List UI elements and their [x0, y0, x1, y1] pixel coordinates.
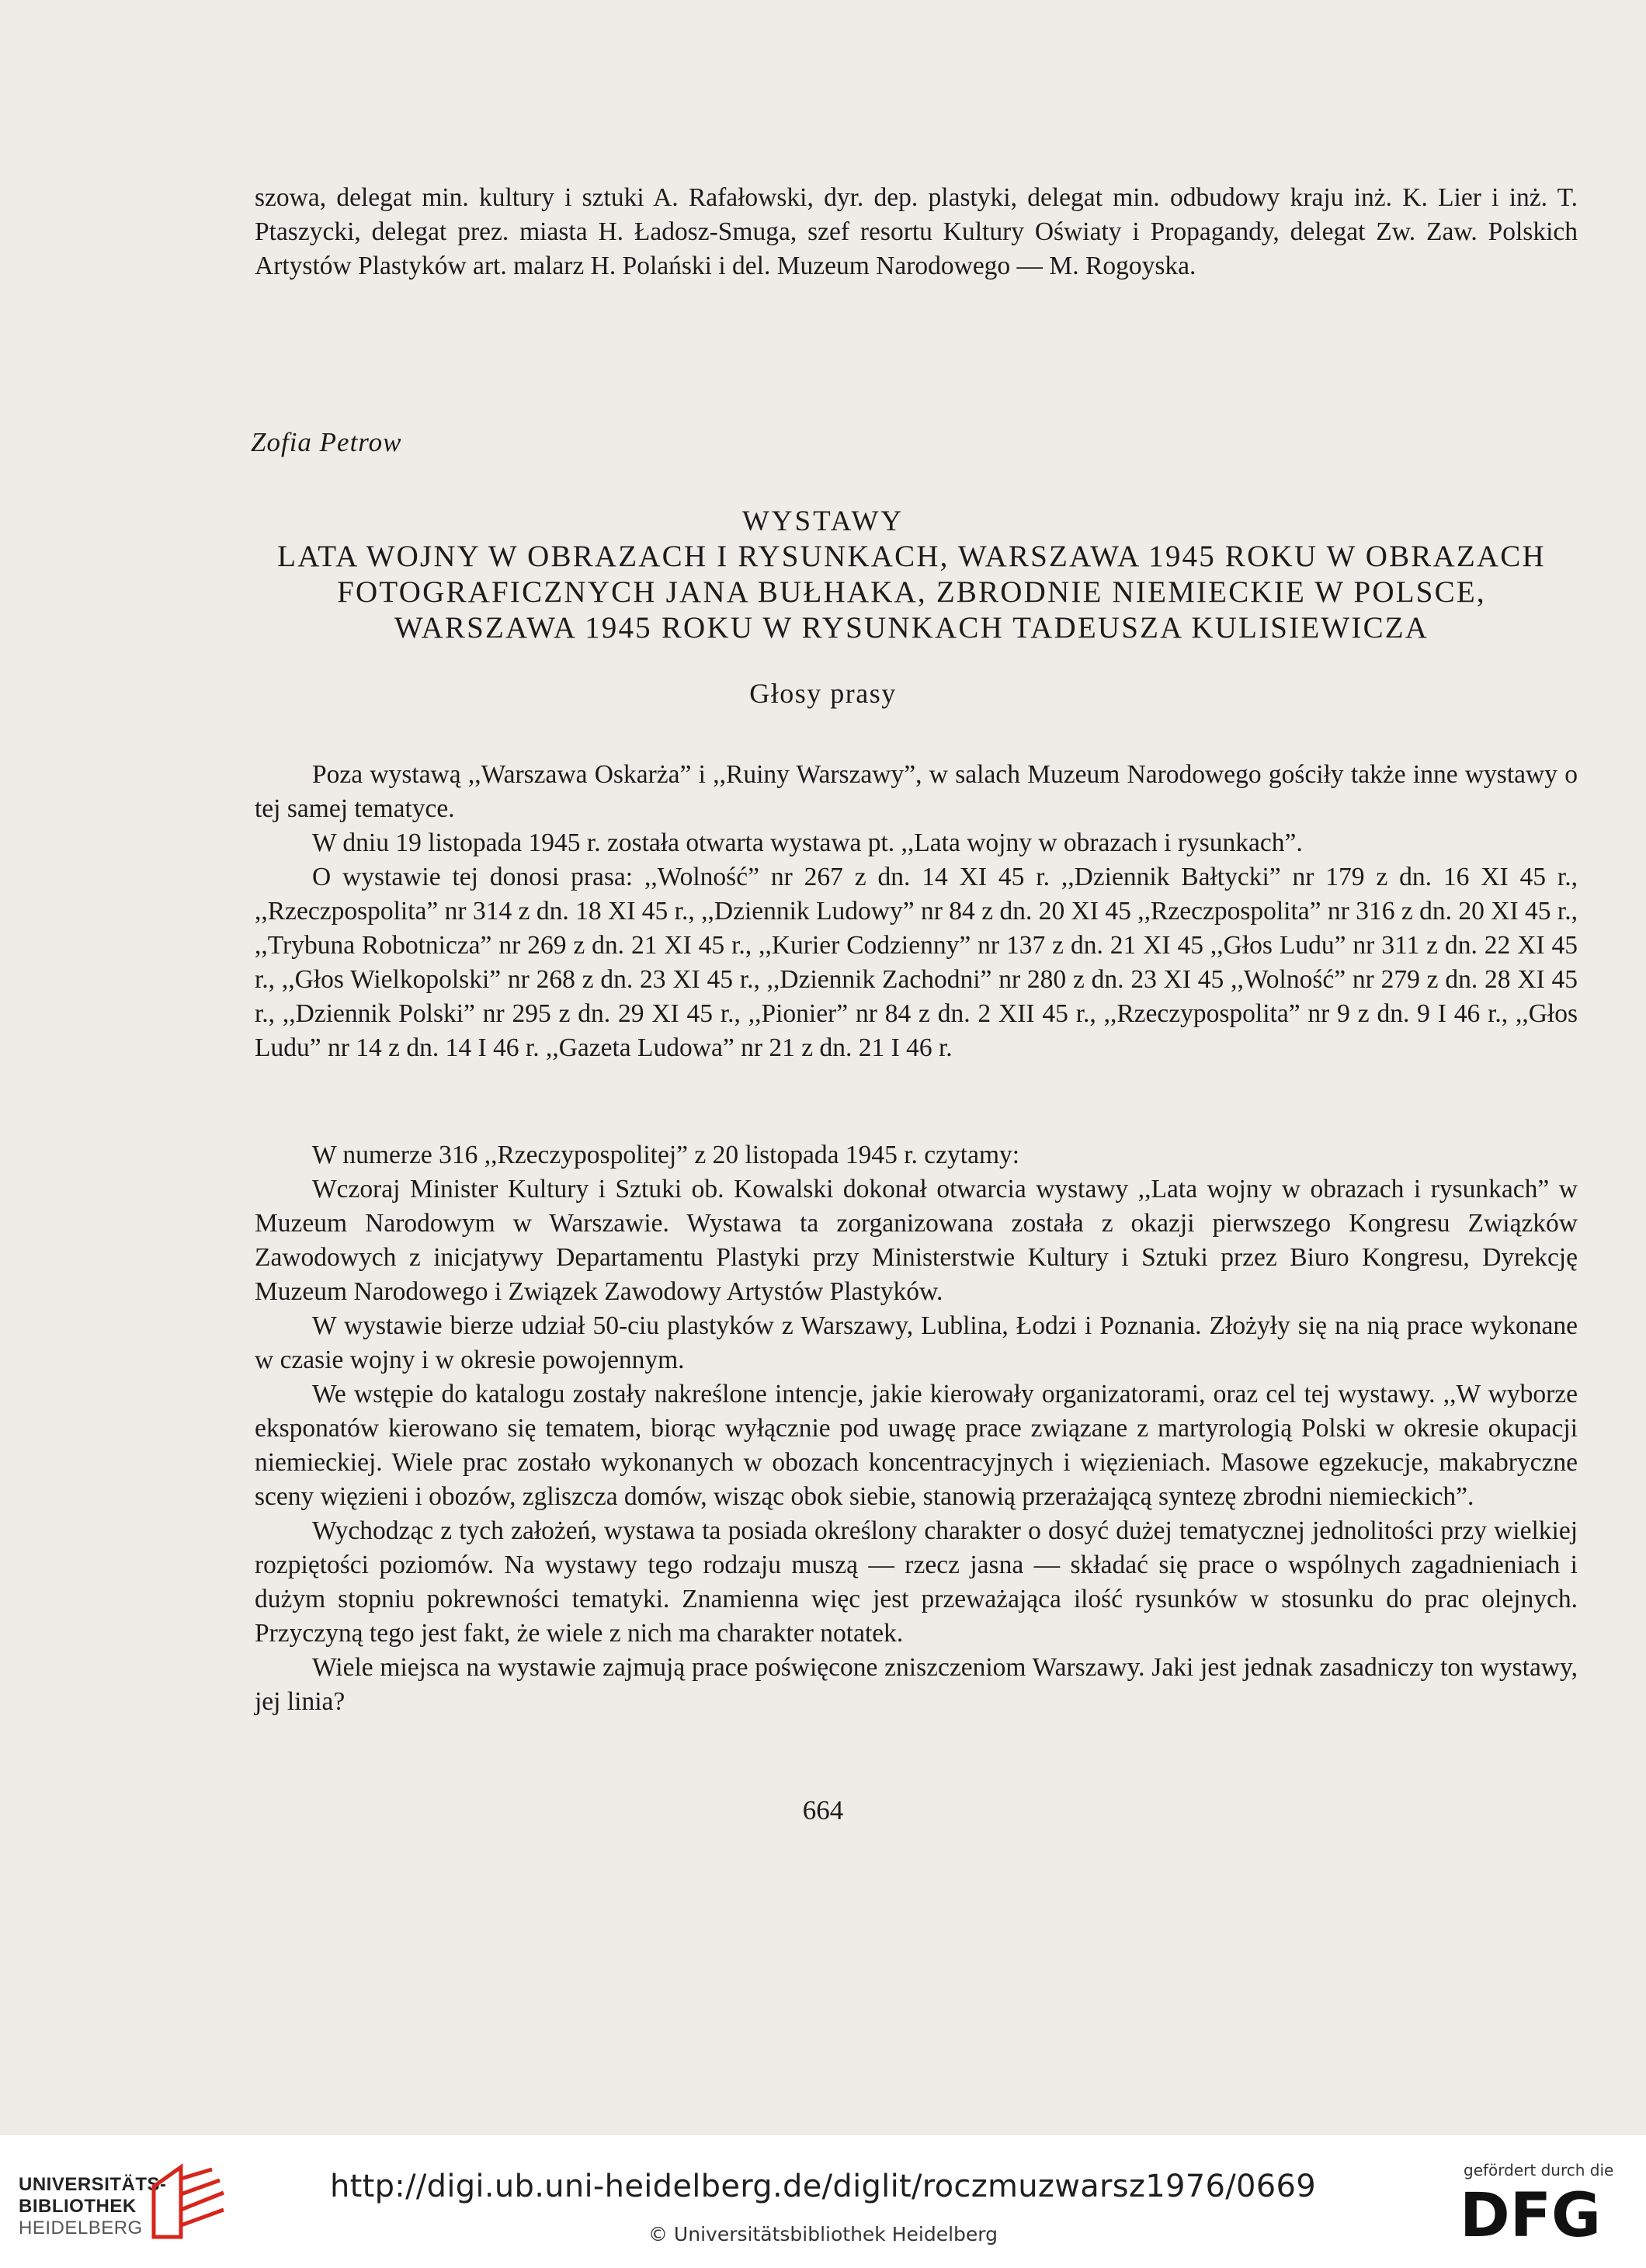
dfg-logo[interactable] — [1460, 2182, 1623, 2244]
author-name: Zofia Petrow — [251, 427, 402, 457]
paragraph: W dniu 19 listopada 1945 r. została otwarta wystawa pt. ,,Lata wojny w obrazach i rysunkach”. — [312, 828, 1303, 857]
paragraph: W wystawie bierze udział 50-ciu plastyków z Warszawy, Lublina, Łodzi i Poznania. Złożyły się na nią prace wykonane w czasie wojny i w okresie powojennym. — [255, 1311, 1578, 1374]
top-paragraph-block — [255, 181, 1578, 283]
library-name-line1: UNIVERSITÄTS- — [19, 2174, 167, 2195]
article-headline: LATA WOJNY W OBRAZACH I RYSUNKACH, WARSZAWA 1945 ROKU W OBRAZACH FOTOGRAFICZNYCH JANA BUŁHAKA, ZBRODNIE NIEMIECKIE W POLSCE, WARSZAWA 1945 ROKU W RYSUNKACH TADEUSZA KULISIEWICZA — [277, 540, 1546, 644]
funding-caption: gefördert durch die — [1464, 2161, 1614, 2179]
section-2 — [255, 1138, 1578, 1719]
paragraph: W numerze 316 ,,Rzeczypospolitej” z 20 listopada 1945 r. czytamy: — [312, 1141, 1020, 1169]
top-paragraph: szowa, delegat min. kultury i sztuki A. Rafałowski, dyr. dep. plastyki, delegat min. odbudowy kraju inż. K. Lier i inż. T. Ptaszycki, delegat prez. miasta H. Ładosz-Smuga, szef resortu Kultury Oświaty i Propagandy, delegat Zw. Zaw. Polskich Artystów Plastyków art. malarz H. Polański i del. Muzeum Narodowego — M. Rogoyska. — [255, 183, 1578, 280]
library-logo[interactable] — [19, 2174, 167, 2239]
paragraph: We wstępie do katalogu zostały nakreślone intencje, jakie kierowały organizatorami, oraz cel tej wystawy. ,,W wyborze eksponatów kierowano się tematem, biorąc wyłącznie pod uwagę prace związane z martyrologią Polski w okresie okupacji niemieckiej. Wiele prac zostało wykonanych w obozach koncentracyjnych i więzieniach. Masowe egzekucje, makabryczne sceny więzieni i obozów, zgliszcza domów, wisząc obok siebie, stanowią przerażającą syntezę zbrodni niemieckich”. — [255, 1380, 1578, 1511]
dfg-logo-text: DFG — [1460, 2182, 1602, 2244]
paragraph: O wystawie tej donosi prasa: ,,Wolność” nr 267 z dn. 14 XI 45 r. ,,Dziennik Bałtycki” nr 179 z dn. 16 XI 45 r., ,,Rzeczpospolita” nr 314 z dn. 18 XI 45 r., ,,Dziennik Ludowy” nr 84 z dn. 20 XI 45 ,,Rzeczpospolita” nr 316 z dn. 20 XI 45 r., ,,Trybuna Robotnicza” nr 269 z dn. 21 XI 45 r., ,,Kurier Codzienny” nr 137 z dn. 21 XI 45 ,,Głos Ludu” nr 311 z dn. 22 XI 45 r., ,,Głos Wielkopolski” nr 268 z dn. 23 XI 45 r., ,,Dziennik Zachodni” nr 280 z dn. 23 XI 45 ,,Wolność” nr 279 z dn. 28 XI 45 r., ,,Dziennik Polski” nr 295 z dn. 29 XI 45 r., ,,Pionier” nr 84 z dn. 2 XII 45 r., ,,Rzeczypospolita” nr 9 z dn. 9 I 46 r., ,,Głos Ludu” nr 14 z dn. 14 I 46 r. ,,Gazeta Ludowa” nr 21 z dn. 21 I 46 r. — [255, 863, 1578, 1062]
paragraph: Wychodząc z tych założeń, wystawa ta posiada określony charakter o dosyć dużej tematycznej jednolitości przy wielkiej rozpiętości poziomów. Na wystawy tego rodzaju muszą — rzecz jasna — składać się prace o wspólnych zagadnieniach i dużym stopniu pokrewności tematyki. Znamienna więc jest przeważająca ilość rysunków w stosunku do prac olejnych. Przyczyną tego jest fakt, że wiele z nich ma charakter notatek. — [255, 1516, 1578, 1648]
paragraph: Poza wystawą ,,Warszawa Oskarża” i ,,Ruiny Warszawy”, w salach Muzeum Narodowego gościły także inne wystawy o tej samej tematyce. — [255, 760, 1578, 823]
copyright-notice: © Universitätsbibliothek Heidelberg — [648, 2223, 998, 2245]
paragraph: Wczoraj Minister Kultury i Sztuki ob. Kowalski dokonał otwarcia wystawy ,,Lata wojny w obrazach i rysunkach” w Muzeum Narodowym w Warszawie. Wystawa ta zorganizowana została z okazji pierwszego Kongresu Związków Zawodowych z inicjatywy Departamentu Plastyki przy Ministerstwie Kultury i Sztuki przez Biuro Kongresu, Dyrekcję Muzeum Narodowego i Związek Zawodowy Artystów Plastyków. — [255, 1175, 1578, 1306]
library-name — [19, 2174, 167, 2239]
permalink-url[interactable]: http://digi.ub.uni-heidelberg.de/diglit/roczmuzwarsz1976/0669 — [330, 2169, 1316, 2204]
section-kicker: WYSTAWY — [741, 505, 905, 537]
library-name-line3: HEIDELBERG — [19, 2218, 143, 2238]
library-name-line2: BIBLIOTHEK — [19, 2196, 137, 2217]
article-subtitle: Głosy prasy — [749, 678, 897, 709]
section-1 — [255, 758, 1578, 1065]
library-emblem-icon — [146, 2163, 231, 2241]
paragraph: Wiele miejsca na wystawie zajmują prace poświęcone zniszczeniom Warszawy. Jaki jest jednak zasadniczy ton wystawy, jej linia? — [255, 1653, 1578, 1716]
page-number: 664 — [802, 1795, 844, 1825]
footer-bar — [0, 2135, 1646, 2268]
